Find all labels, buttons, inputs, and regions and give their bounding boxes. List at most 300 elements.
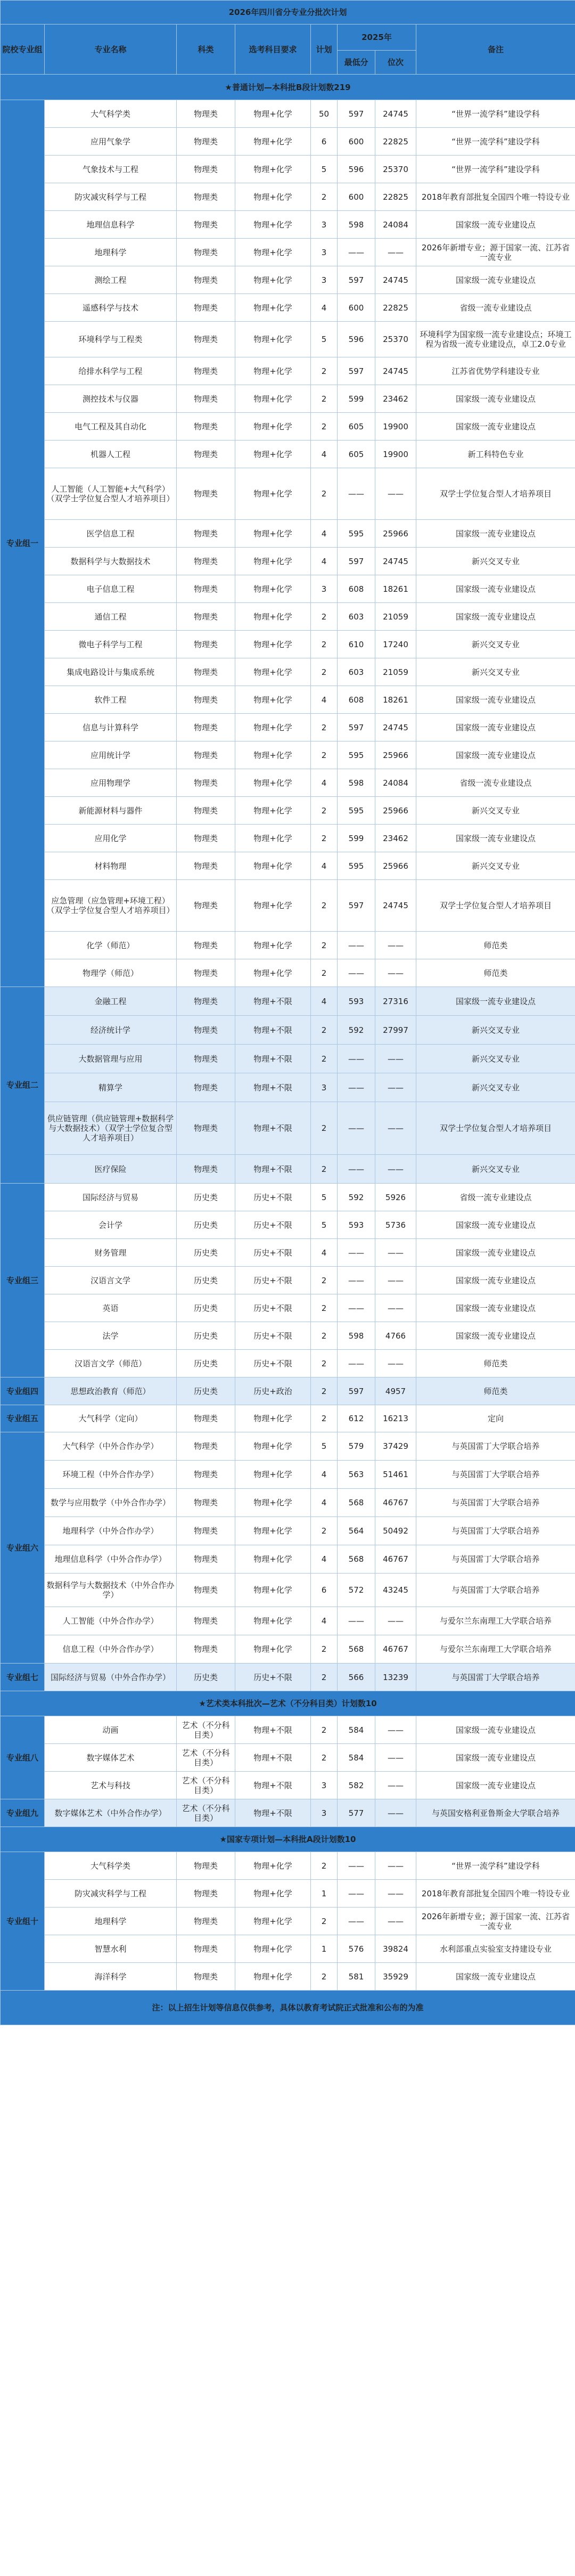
cell-category: 历史类 xyxy=(177,1239,235,1267)
cell-req: 物理+化学 xyxy=(235,631,311,658)
cell-score: 595 xyxy=(338,797,375,825)
cell-req: 物理+化学 xyxy=(235,294,311,322)
cell-name: 电气工程及其自动化 xyxy=(45,413,177,441)
cell-category: 物理类 xyxy=(177,932,235,959)
cell-plan: 4 xyxy=(311,441,338,468)
cell-req: 物理+化学 xyxy=(235,1405,311,1432)
cell-rank: —— xyxy=(375,1239,416,1267)
cell-category: 艺术（不分科目类） xyxy=(177,1744,235,1772)
cell-rank: —— xyxy=(375,1772,416,1799)
cell-score: 593 xyxy=(338,1211,375,1239)
cell-req: 物理+不限 xyxy=(235,1045,311,1073)
cell-rank: —— xyxy=(375,1744,416,1772)
cell-category: 艺术（不分科目类） xyxy=(177,1799,235,1827)
cell-plan: 4 xyxy=(311,769,338,797)
cell-req: 物理+化学 xyxy=(235,468,311,520)
cell-req: 物理+化学 xyxy=(235,959,311,987)
cell-category: 物理类 xyxy=(177,548,235,575)
cell-note: 与爱尔兰东南理工大学联合培养 xyxy=(416,1635,575,1664)
footer-note: 注：以上招生计划等信息仅供参考，具体以教育考试院正式批准和公布的为准 xyxy=(1,1991,575,2025)
cell-name: 英语 xyxy=(45,1294,177,1322)
cell-category: 物理类 xyxy=(177,575,235,603)
table-row xyxy=(1,294,575,322)
cell-score: 566 xyxy=(338,1664,375,1691)
table-row xyxy=(1,266,575,294)
table-row xyxy=(1,1607,575,1635)
cell-rank: 51461 xyxy=(375,1461,416,1489)
cell-req: 物理+化学 xyxy=(235,441,311,468)
cell-plan: 2 xyxy=(311,1907,338,1935)
cell-plan: 3 xyxy=(311,575,338,603)
cell-note: 省级一流专业建设点 xyxy=(416,294,575,322)
table-row xyxy=(1,959,575,987)
cell-name: 医疗保险 xyxy=(45,1155,177,1184)
table-row xyxy=(1,1432,575,1461)
cell-rank: 25966 xyxy=(375,797,416,825)
cell-name: 软件工程 xyxy=(45,686,177,714)
cell-note: 双学士学位复合型人才培养项目 xyxy=(416,880,575,932)
table-row xyxy=(1,1102,575,1155)
cell-score: 600 xyxy=(338,128,375,156)
table-row xyxy=(1,1635,575,1664)
cell-plan: 4 xyxy=(311,520,338,548)
cell-score: 564 xyxy=(338,1517,375,1545)
cell-rank: —— xyxy=(375,1102,416,1155)
cell-req: 历史+不限 xyxy=(235,1322,311,1350)
cell-plan: 2 xyxy=(311,825,338,852)
cell-plan: 3 xyxy=(311,1799,338,1827)
cell-rank: 24745 xyxy=(375,357,416,385)
cell-rank: 23462 xyxy=(375,825,416,852)
cell-rank: 5926 xyxy=(375,1184,416,1211)
cell-score: —— xyxy=(338,1239,375,1267)
cell-score: 576 xyxy=(338,1935,375,1963)
cell-req: 物理+化学 xyxy=(235,1489,311,1517)
cell-score: —— xyxy=(338,1267,375,1294)
cell-category: 物理类 xyxy=(177,741,235,769)
cell-req: 物理+不限 xyxy=(235,1744,311,1772)
cell-req: 物理+化学 xyxy=(235,357,311,385)
cell-plan: 2 xyxy=(311,959,338,987)
cell-name: 防灾减灾科学与工程 xyxy=(45,183,177,211)
cell-req: 物理+化学 xyxy=(235,1461,311,1489)
cell-req: 物理+化学 xyxy=(235,520,311,548)
cell-score: 592 xyxy=(338,1184,375,1211)
cell-plan: 4 xyxy=(311,1607,338,1635)
cell-category: 物理类 xyxy=(177,1489,235,1517)
cell-name: 材料物理 xyxy=(45,852,177,880)
cell-name: 数据科学与大数据技术（中外合作办学） xyxy=(45,1574,177,1607)
cell-name: 经济统计学 xyxy=(45,1016,177,1045)
cell-req: 物理+化学 xyxy=(235,686,311,714)
cell-plan: 2 xyxy=(311,797,338,825)
cell-name: 测控技术与仪器 xyxy=(45,385,177,413)
cell-name: 大气科学类 xyxy=(45,100,177,128)
cell-category: 物理类 xyxy=(177,686,235,714)
cell-category: 物理类 xyxy=(177,769,235,797)
cell-req: 物理+化学 xyxy=(235,1545,311,1574)
cell-req: 物理+化学 xyxy=(235,658,311,686)
cell-category: 物理类 xyxy=(177,1405,235,1432)
cell-req: 物理+化学 xyxy=(235,1607,311,1635)
cell-plan: 2 xyxy=(311,1350,338,1377)
cell-note: 与英国雷丁大学联合培养 xyxy=(416,1545,575,1574)
cell-plan: 2 xyxy=(311,631,338,658)
cell-note: 与英国雷丁大学联合培养 xyxy=(416,1461,575,1489)
cell-rank: 19900 xyxy=(375,413,416,441)
group-label: 专业组十 xyxy=(1,1852,45,1991)
cell-rank: —— xyxy=(375,1607,416,1635)
cell-note: 水利部重点实验室支持建设专业 xyxy=(416,1935,575,1963)
cell-name: 人工智能（中外合作办学） xyxy=(45,1607,177,1635)
cell-name: 财务管理 xyxy=(45,1239,177,1267)
cell-rank: 27316 xyxy=(375,987,416,1016)
table-row xyxy=(1,239,575,266)
cell-rank: 25966 xyxy=(375,520,416,548)
cell-score: —— xyxy=(338,1607,375,1635)
cell-note: 定向 xyxy=(416,1405,575,1432)
table-row xyxy=(1,1799,575,1827)
cell-score: 603 xyxy=(338,658,375,686)
table-row xyxy=(1,932,575,959)
cell-req: 物理+化学 xyxy=(235,575,311,603)
cell-score: 596 xyxy=(338,322,375,357)
cell-score: 595 xyxy=(338,741,375,769)
cell-req: 物理+化学 xyxy=(235,741,311,769)
cell-plan: 6 xyxy=(311,1574,338,1607)
cell-category: 物理类 xyxy=(177,797,235,825)
cell-category: 物理类 xyxy=(177,441,235,468)
table-row xyxy=(1,1045,575,1073)
cell-category: 物理类 xyxy=(177,100,235,128)
cell-category: 物理类 xyxy=(177,1907,235,1935)
cell-category: 物理类 xyxy=(177,1607,235,1635)
cell-category: 物理类 xyxy=(177,631,235,658)
cell-req: 历史+不限 xyxy=(235,1184,311,1211)
cell-note: 与英国安格利亚鲁斯金大学联合培养 xyxy=(416,1799,575,1827)
cell-plan: 50 xyxy=(311,100,338,128)
cell-score: —— xyxy=(338,1045,375,1073)
cell-score: 582 xyxy=(338,1772,375,1799)
cell-rank: 27997 xyxy=(375,1016,416,1045)
table-row xyxy=(1,1545,575,1574)
table-row xyxy=(1,987,575,1016)
group-label: 专业组八 xyxy=(1,1716,45,1799)
cell-note: “世界一流学科”建设学科 xyxy=(416,128,575,156)
cell-category: 物理类 xyxy=(177,520,235,548)
table-row xyxy=(1,1963,575,1991)
cell-plan: 2 xyxy=(311,1635,338,1664)
cell-req: 物理+化学 xyxy=(235,603,311,631)
cell-req: 物理+不限 xyxy=(235,1016,311,1045)
cell-req: 物理+化学 xyxy=(235,156,311,183)
cell-score: 579 xyxy=(338,1432,375,1461)
cell-category: 物理类 xyxy=(177,413,235,441)
cell-rank: —— xyxy=(375,1294,416,1322)
cell-plan: 2 xyxy=(311,1294,338,1322)
table-row xyxy=(1,852,575,880)
cell-rank: 46767 xyxy=(375,1545,416,1574)
cell-name: 国际经济与贸易（中外合作办学） xyxy=(45,1664,177,1691)
cell-req: 物理+化学 xyxy=(235,413,311,441)
cell-note: 国家级一流专业建设点 xyxy=(416,714,575,741)
page-title: 2026年四川省分专业分批次计划 xyxy=(1,1,575,25)
cell-rank: 4766 xyxy=(375,1322,416,1350)
cell-plan: 2 xyxy=(311,714,338,741)
cell-rank: —— xyxy=(375,932,416,959)
cell-category: 物理类 xyxy=(177,1574,235,1607)
cell-note: 国家级一流专业建设点 xyxy=(416,211,575,239)
cell-plan: 5 xyxy=(311,322,338,357)
cell-rank: 50492 xyxy=(375,1517,416,1545)
cell-rank: 18261 xyxy=(375,575,416,603)
cell-score: 568 xyxy=(338,1489,375,1517)
cell-plan: 2 xyxy=(311,1016,338,1045)
table-row xyxy=(1,1574,575,1607)
cell-rank: 16213 xyxy=(375,1405,416,1432)
cell-category: 物理类 xyxy=(177,1045,235,1073)
table-row xyxy=(1,1350,575,1377)
cell-category: 物理类 xyxy=(177,211,235,239)
cell-req: 物理+化学 xyxy=(235,211,311,239)
cell-req: 物理+化学 xyxy=(235,825,311,852)
cell-plan: 2 xyxy=(311,658,338,686)
cell-plan: 2 xyxy=(311,603,338,631)
cell-name: 大气科学类 xyxy=(45,1852,177,1880)
cell-score: —— xyxy=(338,468,375,520)
cell-rank: —— xyxy=(375,239,416,266)
cell-plan: 4 xyxy=(311,548,338,575)
cell-note: 双学士学位复合型人才培养项目 xyxy=(416,468,575,520)
cell-category: 物理类 xyxy=(177,322,235,357)
cell-plan: 2 xyxy=(311,1852,338,1880)
cell-score: 581 xyxy=(338,1963,375,1991)
cell-rank: 21059 xyxy=(375,603,416,631)
cell-category: 物理类 xyxy=(177,1852,235,1880)
cell-category: 物理类 xyxy=(177,880,235,932)
cell-name: 大气科学（中外合作办学） xyxy=(45,1432,177,1461)
cell-req: 历史+不限 xyxy=(235,1350,311,1377)
cell-name: 应急管理（应急管理+环境工程）（双学士学位复合型人才培养项目） xyxy=(45,880,177,932)
cell-category: 物理类 xyxy=(177,357,235,385)
cell-score: —— xyxy=(338,1350,375,1377)
cell-rank: 22825 xyxy=(375,128,416,156)
cell-plan: 2 xyxy=(311,1102,338,1155)
table-row xyxy=(1,1772,575,1799)
cell-req: 物理+化学 xyxy=(235,932,311,959)
cell-plan: 5 xyxy=(311,1432,338,1461)
cell-req: 历史+不限 xyxy=(235,1211,311,1239)
cell-name: 信息工程（中外合作办学） xyxy=(45,1635,177,1664)
cell-category: 物理类 xyxy=(177,266,235,294)
cell-category: 物理类 xyxy=(177,1635,235,1664)
cell-score: 612 xyxy=(338,1405,375,1432)
cell-note: 国家级一流专业建设点 xyxy=(416,1716,575,1744)
cell-req: 物理+化学 xyxy=(235,1963,311,1991)
cell-plan: 3 xyxy=(311,266,338,294)
cell-note: 国家级一流专业建设点 xyxy=(416,1744,575,1772)
section-title: ★国家专项计划—本科批A段计划数10 xyxy=(1,1827,575,1852)
table-row xyxy=(1,1294,575,1322)
cell-category: 物理类 xyxy=(177,1016,235,1045)
cell-name: 智慧水利 xyxy=(45,1935,177,1963)
table-row xyxy=(1,769,575,797)
table-row xyxy=(1,714,575,741)
cell-score: 584 xyxy=(338,1744,375,1772)
cell-plan: 3 xyxy=(311,1772,338,1799)
table-row xyxy=(1,468,575,520)
cell-note: 与英国雷丁大学联合培养 xyxy=(416,1517,575,1545)
header-rank: 位次 xyxy=(375,51,416,75)
cell-note: 新兴交叉专业 xyxy=(416,1016,575,1045)
cell-plan: 2 xyxy=(311,1716,338,1744)
cell-category: 艺术（不分科目类） xyxy=(177,1772,235,1799)
cell-category: 艺术（不分科目类） xyxy=(177,1716,235,1744)
table-row xyxy=(1,128,575,156)
cell-note: 新兴交叉专业 xyxy=(416,548,575,575)
cell-rank: —— xyxy=(375,1907,416,1935)
cell-plan: 2 xyxy=(311,1155,338,1184)
cell-score: 568 xyxy=(338,1545,375,1574)
cell-rank: 24745 xyxy=(375,266,416,294)
cell-name: 应用统计学 xyxy=(45,741,177,769)
cell-note: 国家级一流专业建设点 xyxy=(416,1211,575,1239)
cell-name: 气象技术与工程 xyxy=(45,156,177,183)
cell-category: 历史类 xyxy=(177,1377,235,1405)
cell-score: 600 xyxy=(338,183,375,211)
table-row xyxy=(1,441,575,468)
cell-score: 597 xyxy=(338,357,375,385)
cell-score: 595 xyxy=(338,520,375,548)
cell-note: 国家级一流专业建设点 xyxy=(416,1772,575,1799)
cell-name: 艺术与科技 xyxy=(45,1772,177,1799)
cell-rank: 24745 xyxy=(375,548,416,575)
table-row xyxy=(1,1239,575,1267)
cell-rank: —— xyxy=(375,959,416,987)
cell-rank: —— xyxy=(375,1073,416,1102)
cell-name: 环境科学与工程类 xyxy=(45,322,177,357)
cell-plan: 2 xyxy=(311,468,338,520)
cell-note: 江苏省优势学科建设专业 xyxy=(416,357,575,385)
cell-note: 2026年新增专业；源于国家一流、江苏省一流专业 xyxy=(416,239,575,266)
header-note: 备注 xyxy=(416,25,575,75)
cell-name: 动画 xyxy=(45,1716,177,1744)
cell-req: 历史+不限 xyxy=(235,1267,311,1294)
table-row xyxy=(1,100,575,128)
cell-req: 物理+化学 xyxy=(235,1432,311,1461)
cell-category: 物理类 xyxy=(177,658,235,686)
cell-plan: 5 xyxy=(311,1184,338,1211)
cell-note: 国家级一流专业建设点 xyxy=(416,741,575,769)
cell-rank: 13239 xyxy=(375,1664,416,1691)
cell-name: 海洋科学 xyxy=(45,1963,177,1991)
cell-name: 供应链管理（供应链管理+数据科学与大数据技术）（双学士学位复合型人才培养项目） xyxy=(45,1102,177,1155)
cell-note: 国家级一流专业建设点 xyxy=(416,385,575,413)
header-plan: 计划 xyxy=(311,25,338,75)
cell-name: 医学信息工程 xyxy=(45,520,177,548)
cell-score: 577 xyxy=(338,1799,375,1827)
cell-note: 新工科特色专业 xyxy=(416,441,575,468)
cell-plan: 2 xyxy=(311,357,338,385)
cell-name: 大数据管理与应用 xyxy=(45,1045,177,1073)
cell-note: 师范类 xyxy=(416,932,575,959)
cell-score: 597 xyxy=(338,1377,375,1405)
cell-plan: 4 xyxy=(311,1461,338,1489)
cell-note: 环境科学为国家级一流专业建设点；环境工程为省级一流专业建设点，卓工2.0专业 xyxy=(416,322,575,357)
cell-category: 历史类 xyxy=(177,1184,235,1211)
cell-note: 与英国雷丁大学联合培养 xyxy=(416,1664,575,1691)
cell-name: 汉语言文学 xyxy=(45,1267,177,1294)
cell-rank: 24745 xyxy=(375,880,416,932)
cell-rank: —— xyxy=(375,1350,416,1377)
cell-score: 572 xyxy=(338,1574,375,1607)
cell-rank: —— xyxy=(375,1045,416,1073)
cell-note: 新兴交叉专业 xyxy=(416,1045,575,1073)
cell-plan: 2 xyxy=(311,1664,338,1691)
group-label: 专业组五 xyxy=(1,1405,45,1432)
cell-rank: —— xyxy=(375,468,416,520)
cell-plan: 3 xyxy=(311,239,338,266)
cell-name: 精算学 xyxy=(45,1073,177,1102)
cell-category: 物理类 xyxy=(177,959,235,987)
cell-rank: 46767 xyxy=(375,1489,416,1517)
cell-req: 历史+政治 xyxy=(235,1377,311,1405)
cell-plan: 2 xyxy=(311,385,338,413)
table-row xyxy=(1,1155,575,1184)
cell-req: 历史+不限 xyxy=(235,1294,311,1322)
table-row xyxy=(1,1852,575,1880)
cell-rank: 22825 xyxy=(375,294,416,322)
cell-req: 物理+化学 xyxy=(235,239,311,266)
cell-name: 新能源材料与器件 xyxy=(45,797,177,825)
cell-score: 597 xyxy=(338,100,375,128)
cell-note: 2026年新增专业；源于国家一流、江苏省一流专业 xyxy=(416,1907,575,1935)
cell-name: 环境工程（中外合作办学） xyxy=(45,1461,177,1489)
cell-category: 历史类 xyxy=(177,1350,235,1377)
cell-req: 物理+化学 xyxy=(235,797,311,825)
cell-name: 国际经济与贸易 xyxy=(45,1184,177,1211)
cell-name: 机器人工程 xyxy=(45,441,177,468)
cell-category: 物理类 xyxy=(177,1935,235,1963)
cell-category: 物理类 xyxy=(177,1880,235,1907)
cell-name: 思想政治教育（师范） xyxy=(45,1377,177,1405)
cell-name: 物理学（师范） xyxy=(45,959,177,987)
cell-score: 568 xyxy=(338,1635,375,1664)
table-row xyxy=(1,413,575,441)
cell-score: 598 xyxy=(338,769,375,797)
cell-rank: 24745 xyxy=(375,714,416,741)
cell-note: 国家级一流专业建设点 xyxy=(416,603,575,631)
cell-category: 物理类 xyxy=(177,852,235,880)
cell-note: 新兴交叉专业 xyxy=(416,852,575,880)
cell-score: —— xyxy=(338,1880,375,1907)
cell-rank: 25370 xyxy=(375,322,416,357)
cell-score: 597 xyxy=(338,548,375,575)
cell-req: 物理+不限 xyxy=(235,1102,311,1155)
cell-name: 大气科学（定向） xyxy=(45,1405,177,1432)
table-row xyxy=(1,686,575,714)
cell-category: 物理类 xyxy=(177,1073,235,1102)
cell-name: 应用化学 xyxy=(45,825,177,852)
cell-req: 物理+化学 xyxy=(235,322,311,357)
cell-note: “世界一流学科”建设学科 xyxy=(416,1852,575,1880)
cell-req: 物理+化学 xyxy=(235,100,311,128)
cell-score: 597 xyxy=(338,266,375,294)
cell-req: 物理+化学 xyxy=(235,1935,311,1963)
cell-rank: 5736 xyxy=(375,1211,416,1239)
cell-note: 2018年教育部批复全国四个唯一特设专业 xyxy=(416,1880,575,1907)
cell-name: 遥感科学与技术 xyxy=(45,294,177,322)
